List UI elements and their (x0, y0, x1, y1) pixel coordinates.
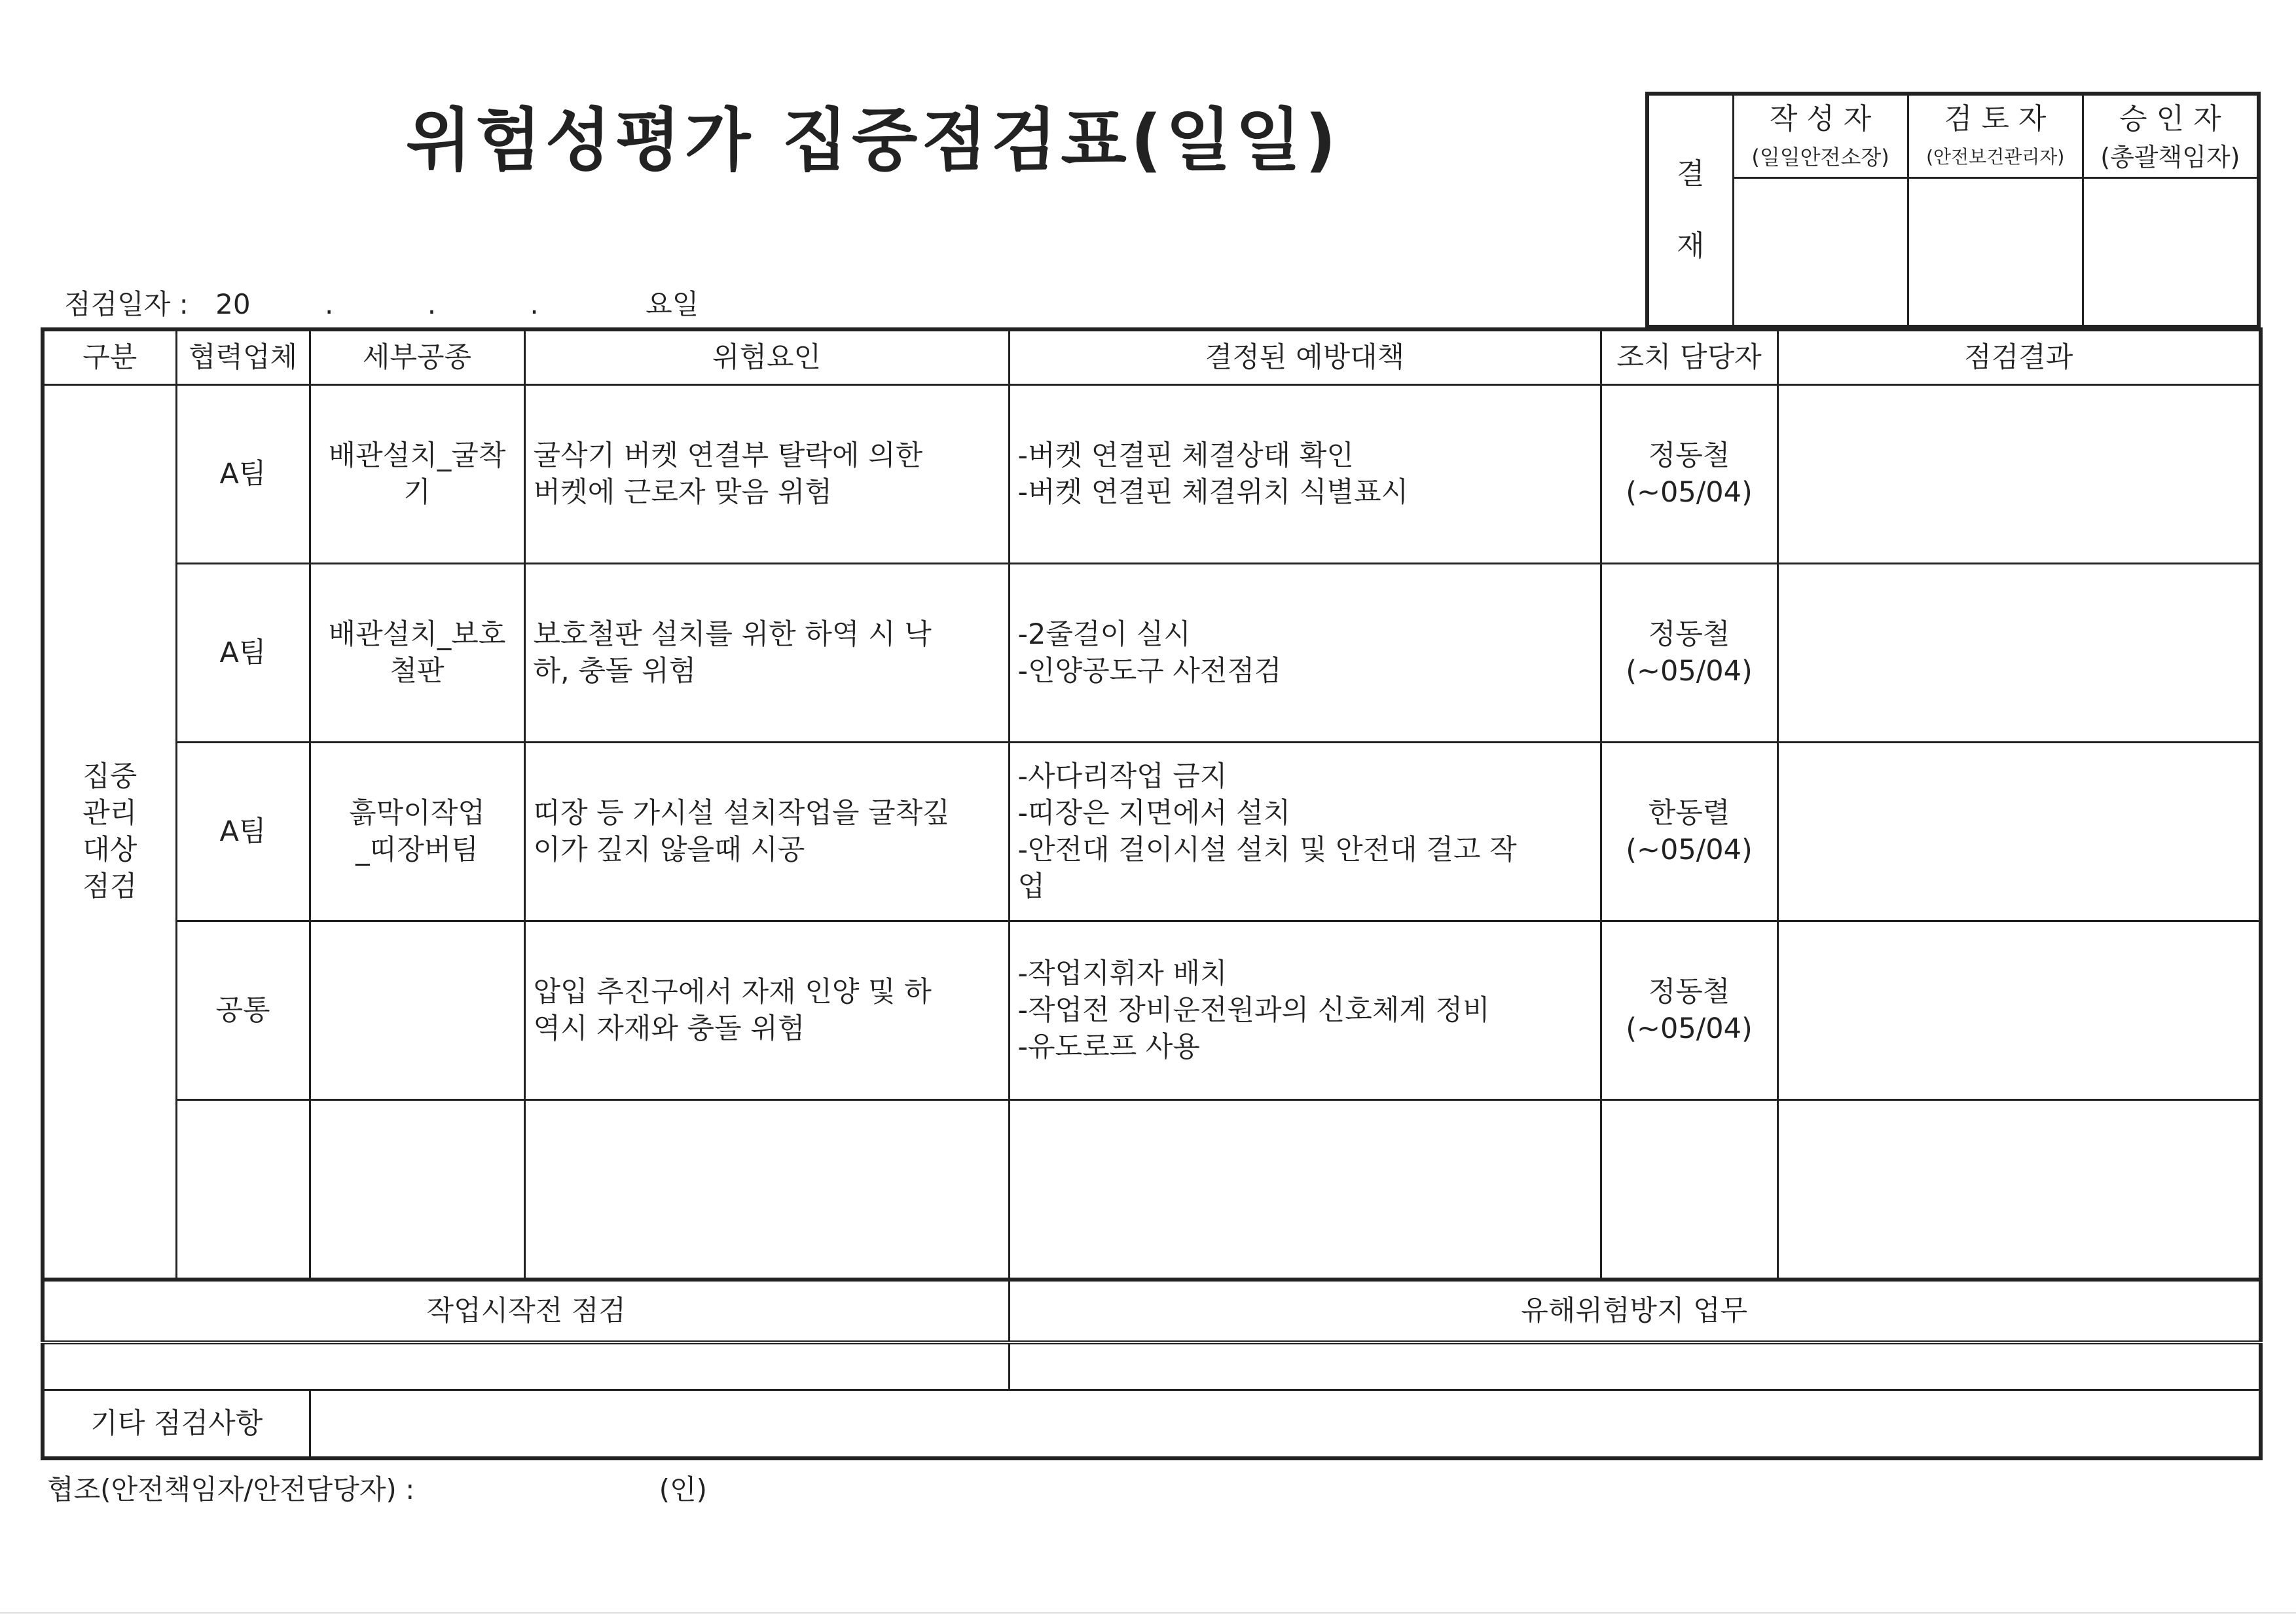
row-company: 공통 (176, 921, 310, 1100)
header-result: 점검결과 (1777, 329, 2261, 385)
row-risk[interactable] (524, 1100, 1009, 1280)
approval-author-header: 작 성 자 (일일안전소장) (1733, 94, 1908, 177)
row-company: A팀 (176, 385, 310, 564)
row-work: 배관설치_보호 철판 (310, 564, 524, 743)
header-category: 구분 (43, 329, 176, 385)
cooperation-signature-line (47, 1468, 707, 1507)
page-bottom-divider (0, 1612, 2296, 1614)
row-manager: 한동렬 (~05/04) (1601, 743, 1777, 921)
pre-work-check-body[interactable] (43, 1342, 1009, 1390)
row-manager: 정동철 (~05/04) (1601, 385, 1777, 564)
hazard-prevention-header: 유해위험방지 업무 (1009, 1280, 2261, 1342)
header-risk: 위험요인 (524, 329, 1009, 385)
row-result[interactable] (1777, 743, 2261, 921)
table-row (43, 921, 2261, 1100)
cooperation-label: 협조(안전책임자/안전담당자) : (47, 1473, 415, 1505)
row-result[interactable] (1777, 921, 2261, 1100)
row-company: A팀 (176, 743, 310, 921)
etc-row (43, 1390, 2261, 1459)
row-measures[interactable] (1009, 1100, 1601, 1280)
row-work (310, 921, 524, 1100)
header-manager: 조치 담당자 (1601, 329, 1777, 385)
row-measures: -사다리작업 금지 -띠장은 지면에서 설치 -안전대 걸이시설 설치 및 안전대 걸고 작 업 (1009, 743, 1601, 921)
inspection-date-line (64, 283, 699, 322)
approval-side-label: 결 재 (1647, 94, 1733, 327)
row-manager: 정동철 (~05/04) (1601, 921, 1777, 1100)
row-manager[interactable] (1601, 1100, 1777, 1280)
inspection-table (41, 327, 2263, 1460)
date-year-prefix: 20 (215, 288, 251, 320)
row-measures: -2줄걸이 실시 -인양공도구 사전점검 (1009, 564, 1601, 743)
section-header-row (43, 1280, 2261, 1342)
row-company[interactable] (176, 1100, 310, 1280)
approval-reviewer-sign[interactable] (1908, 177, 2083, 327)
category-label: 집중 관리 대상 점검 (43, 385, 176, 1280)
row-manager: 정동철 (~05/04) (1601, 564, 1777, 743)
etc-label: 기타 점검사항 (43, 1390, 310, 1459)
row-risk: 굴삭기 버켓 연결부 탈락에 의한 버켓에 근로자 맞음 위험 (524, 385, 1009, 564)
header-work: 세부공종 (310, 329, 524, 385)
row-result[interactable] (1777, 385, 2261, 564)
row-risk: 띠장 등 가시설 설치작업을 굴착깊 이가 깊지 않을때 시공 (524, 743, 1009, 921)
date-dot-3: . (530, 288, 539, 320)
header-measures: 결정된 예방대책 (1009, 329, 1601, 385)
row-company: A팀 (176, 564, 310, 743)
row-measures: -작업지휘자 배치 -작업전 장비운전원과의 신호체계 정비 -유도로프 사용 (1009, 921, 1601, 1100)
approval-box (1645, 92, 2296, 329)
row-measures: -버켓 연결핀 체결상태 확인 -버켓 연결핀 체결위치 식별표시 (1009, 385, 1601, 564)
table-row-empty (43, 1100, 2261, 1280)
row-work[interactable] (310, 1100, 524, 1280)
section-body-row (43, 1342, 2261, 1390)
seal-mark: (인) (659, 1473, 707, 1505)
table-header-row (43, 329, 2261, 385)
date-label: 점검일자 : (64, 288, 189, 320)
row-result[interactable] (1777, 564, 2261, 743)
table-row (43, 564, 2261, 743)
header-company: 협력업체 (176, 329, 310, 385)
approval-approver-header: 승 인 자 (총괄책임자) (2083, 94, 2259, 177)
row-risk: 압입 추진구에서 자재 인양 및 하 역시 자재와 충돌 위험 (524, 921, 1009, 1100)
row-work: 흙막이작업 _띠장버팀 (310, 743, 524, 921)
approval-approver-sign[interactable] (2083, 177, 2259, 327)
row-result[interactable] (1777, 1100, 2261, 1280)
row-work: 배관설치_굴착 기 (310, 385, 524, 564)
page-title: 위험성평가 집중점검표(일일) (406, 100, 1340, 180)
approval-author-sign[interactable] (1733, 177, 1908, 327)
approval-reviewer-header: 검 토 자 (안전보건관리자) (1908, 94, 2083, 177)
date-day-suffix: 요일 (646, 288, 699, 320)
date-dot-2: . (427, 288, 437, 320)
etc-body[interactable] (310, 1390, 2261, 1459)
date-dot-1: . (324, 288, 334, 320)
row-risk: 보호철판 설치를 위한 하역 시 낙 하, 충돌 위험 (524, 564, 1009, 743)
table-row (43, 743, 2261, 921)
pre-work-check-header: 작업시작전 점검 (43, 1280, 1009, 1342)
table-row (43, 385, 2261, 564)
hazard-prevention-body[interactable] (1009, 1342, 2261, 1390)
